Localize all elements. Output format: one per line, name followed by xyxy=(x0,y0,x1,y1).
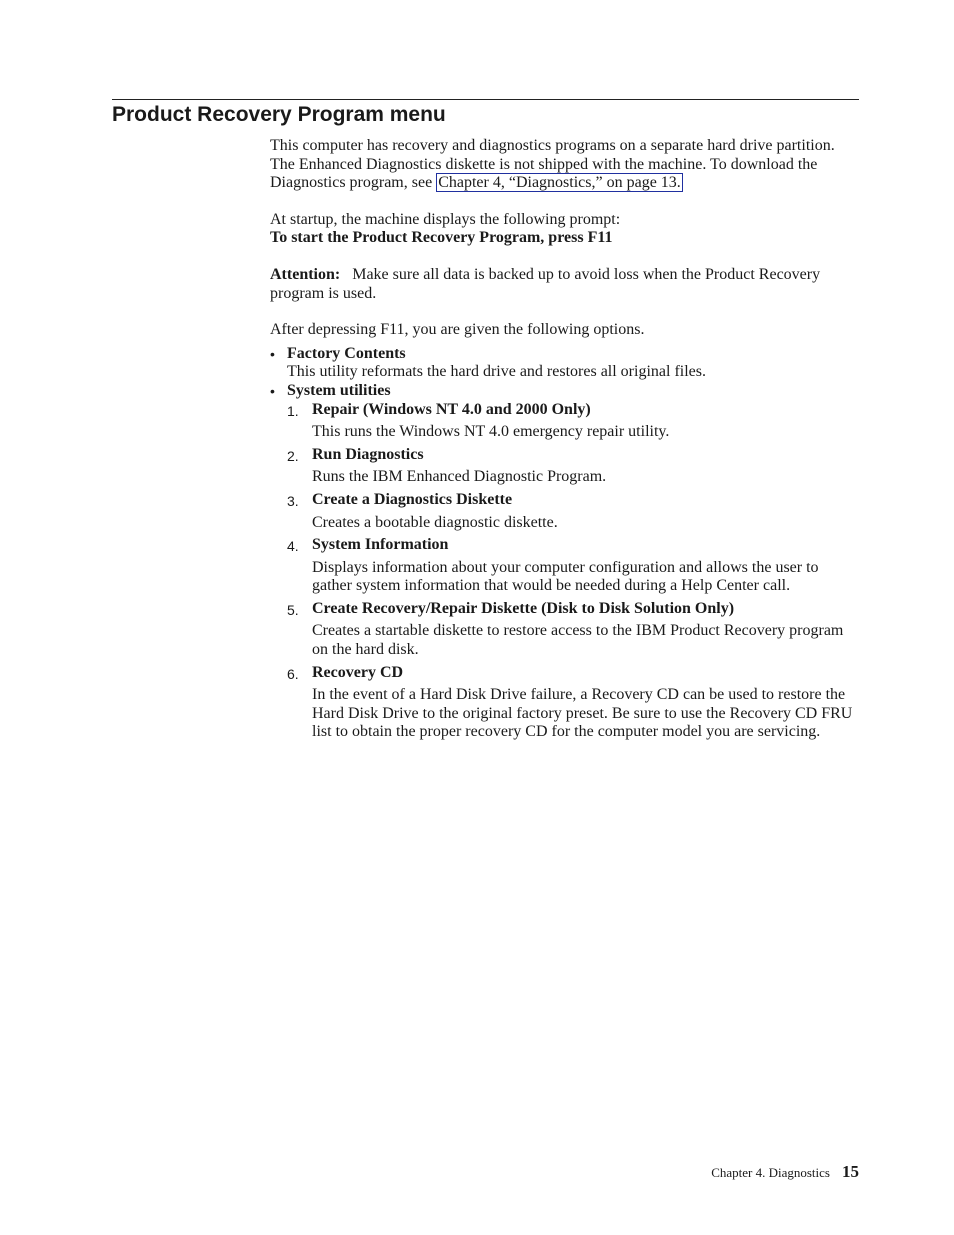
list-number: 1. xyxy=(287,402,299,419)
utility-run-diagnostics xyxy=(287,446,860,487)
utility-title: Run Diagnostics xyxy=(312,445,424,463)
utility-repair xyxy=(287,401,860,442)
section-body xyxy=(270,137,860,746)
list-number: 6. xyxy=(287,665,299,682)
options-intro: After depressing F11, you are given the following options. xyxy=(270,321,645,339)
utility-title: Create Recovery/Repair Diskette (Disk to Disk Solution Only) xyxy=(312,599,735,617)
utility-description: This runs the Windows NT 4.0 emergency repair utility. xyxy=(312,423,670,441)
utility-create-recovery-diskette xyxy=(287,600,860,660)
utility-description: Creates a startable diskette to restore access to the IBM Product Recovery program on the hard disk. xyxy=(312,622,844,659)
page-number: 15 xyxy=(842,1162,859,1181)
option-title: Factory Contents xyxy=(287,344,406,362)
chapter-4-cross-reference-link[interactable]: Chapter 4, “Diagnostics,” on page 13. xyxy=(438,174,681,192)
startup-text: At startup, the machine displays the following prompt: xyxy=(270,210,621,228)
attention-text: Make sure all data is backed up to avoid loss when the Product Recovery program is used. xyxy=(270,265,821,302)
intro-paragraph xyxy=(270,137,860,193)
list-number: 3. xyxy=(287,492,299,509)
utility-description: Creates a bootable diagnostic diskette. xyxy=(312,513,558,531)
utility-title: Create a Diagnostics Diskette xyxy=(312,490,513,508)
section-heading: Product Recovery Program menu xyxy=(112,103,446,126)
bullet-marker: • xyxy=(270,382,275,399)
utility-title: Recovery CD xyxy=(312,663,404,681)
attention-paragraph xyxy=(270,266,860,303)
page-footer xyxy=(711,1160,859,1185)
option-system-utilities xyxy=(270,382,860,742)
utility-description: In the event of a Hard Disk Drive failure, a Recovery CD can be used to restore the Hard Disk Drive to the original factory preset. Be sure to use the Recovery CD FRU list to obtain the proper recovery CD for the computer model you are servicing. xyxy=(312,686,853,741)
utility-recovery-cd xyxy=(287,664,860,742)
heading-rule xyxy=(112,99,859,100)
option-title: System utilities xyxy=(287,381,391,399)
system-utilities-list xyxy=(287,401,860,743)
bullet-marker: • xyxy=(270,345,275,362)
footer-chapter: Chapter 4. Diagnostics xyxy=(711,1165,830,1180)
utility-create-diagnostics-diskette xyxy=(287,491,860,532)
list-number: 5. xyxy=(287,601,299,618)
option-description: This utility reformats the hard drive and restores all original files. xyxy=(287,363,706,381)
option-factory-contents xyxy=(270,345,860,382)
options-list xyxy=(270,345,860,742)
utility-description: Displays information about your computer configuration and allows the user to gather system information that would be needed during a Help Center call. xyxy=(312,558,819,595)
attention-label: Attention: xyxy=(270,265,341,283)
utility-title: Repair (Windows NT 4.0 and 2000 Only) xyxy=(312,400,591,418)
startup-paragraph xyxy=(270,211,860,248)
utility-description: Runs the IBM Enhanced Diagnostic Program. xyxy=(312,468,607,486)
utility-title: System Information xyxy=(312,536,449,554)
startup-prompt: To start the Product Recovery Program, press F11 xyxy=(270,229,613,247)
list-number: 2. xyxy=(287,447,299,464)
list-number: 4. xyxy=(287,538,299,555)
intro-text: This computer has recovery and diagnostics programs on a separate hard drive partition. The Enhanced Diagnostics diskette is not shipped with the machine. To download the Diagnostics program, see xyxy=(270,137,835,192)
utility-system-information xyxy=(287,536,860,596)
